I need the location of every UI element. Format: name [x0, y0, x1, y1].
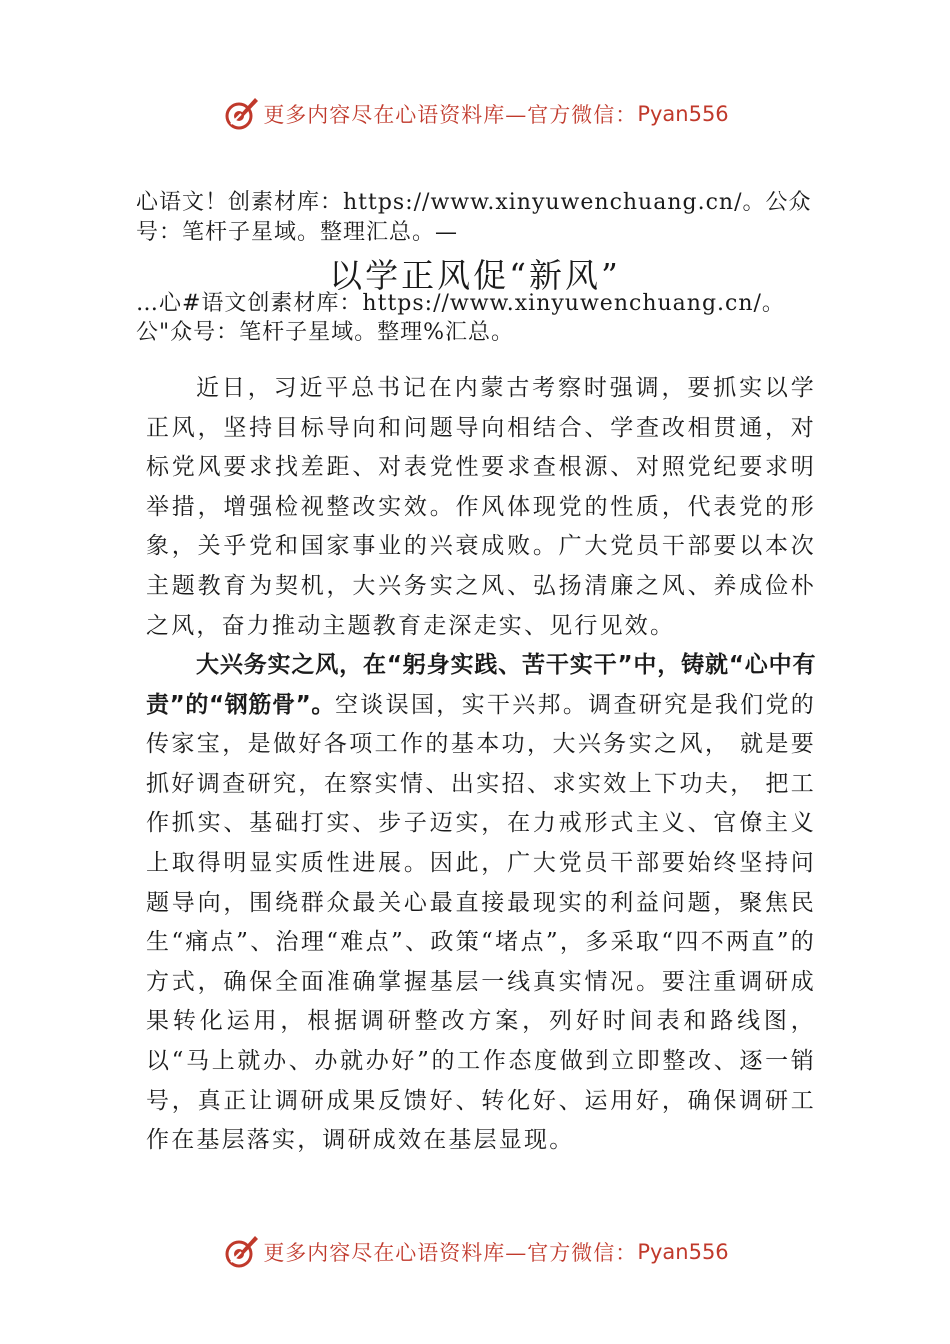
- banner-text: 更多内容尽在心语资料库—官方微信：: [263, 103, 638, 127]
- quill-logo-icon: [221, 94, 261, 134]
- banner-wechat-id: Pyan556: [637, 1240, 729, 1264]
- source-line-1: 心语文！创素材库：https://www.xinyuwenchuang.cn/。公众: [136, 190, 812, 215]
- source-line-4: 公"众号：笔杆子星域。整理%汇总。: [136, 320, 515, 345]
- banner-text: 更多内容尽在心语资料库—官方微信：: [263, 1241, 638, 1265]
- paragraph-1: 近日，习近平总书记在内蒙古考察时强调，要抓实以学正风，坚持目标导向和问题导向相结合、学查改相贯通，对标党风要求找差距、对表党性要求查根源、对照党纪要求明举措，增强检视整改实效。作风体现党的性质，代表党的形象，关乎党和国家事业的兴衰成败。广大党员干部要以本次主题教育为契机，大兴务实之风、弘扬清廉之风、养成俭朴之风，奋力推动主题教育走深走实、见行见效。: [146, 375, 816, 639]
- paragraph-2-lead: 大兴务实之风，在“躬身实践、苦干实干”中，铸就“心中有责”的“钢筋骨”。: [146, 652, 816, 718]
- footer-banner: [0, 1230, 950, 1274]
- paragraph-2-body: 空谈误国，实干兴邦。调查研究是我们党的传家宝，是做好各项工作的基本功，大兴务实之风， 就是要抓好调查研究，在察实情、出实招、求实效上下功夫， 把工作抓实、基础打实、步子迈实，在力戒形式主义、官僚主义上取得明显实质性进展。因此，广大党员干部要始终坚持问题导向，围绕群众最关心最直接最现实的利益问题，聚焦民生“痛点”、治理“难点”、政策“堵点”，多采取“四不两直”的方式，确保全面准确掌握基层一线真实情况。要注重调研成果转化运用，根据调研整改方案，列好时间表和路线图，以“马上就办、办就办好”的工作态度做到立即整改、逐一销号，真正让调研成果反馈好、转化好、运用好，确保调研工作在基层落实，调研成效在基层显现。: [146, 691, 816, 1154]
- page-title: 以学正风促“新风”: [329, 256, 621, 295]
- banner-wechat-id: Pyan556: [637, 102, 729, 126]
- source-line-2: 号：笔杆子星域。整理汇总。—: [136, 220, 459, 245]
- source-line-3: …心#语文创素材库：https://www.xinyuwenchuang.cn/。: [136, 291, 785, 316]
- paragraph-2: [146, 646, 816, 1161]
- quill-logo-icon: [221, 1232, 261, 1272]
- header-banner: [0, 92, 950, 136]
